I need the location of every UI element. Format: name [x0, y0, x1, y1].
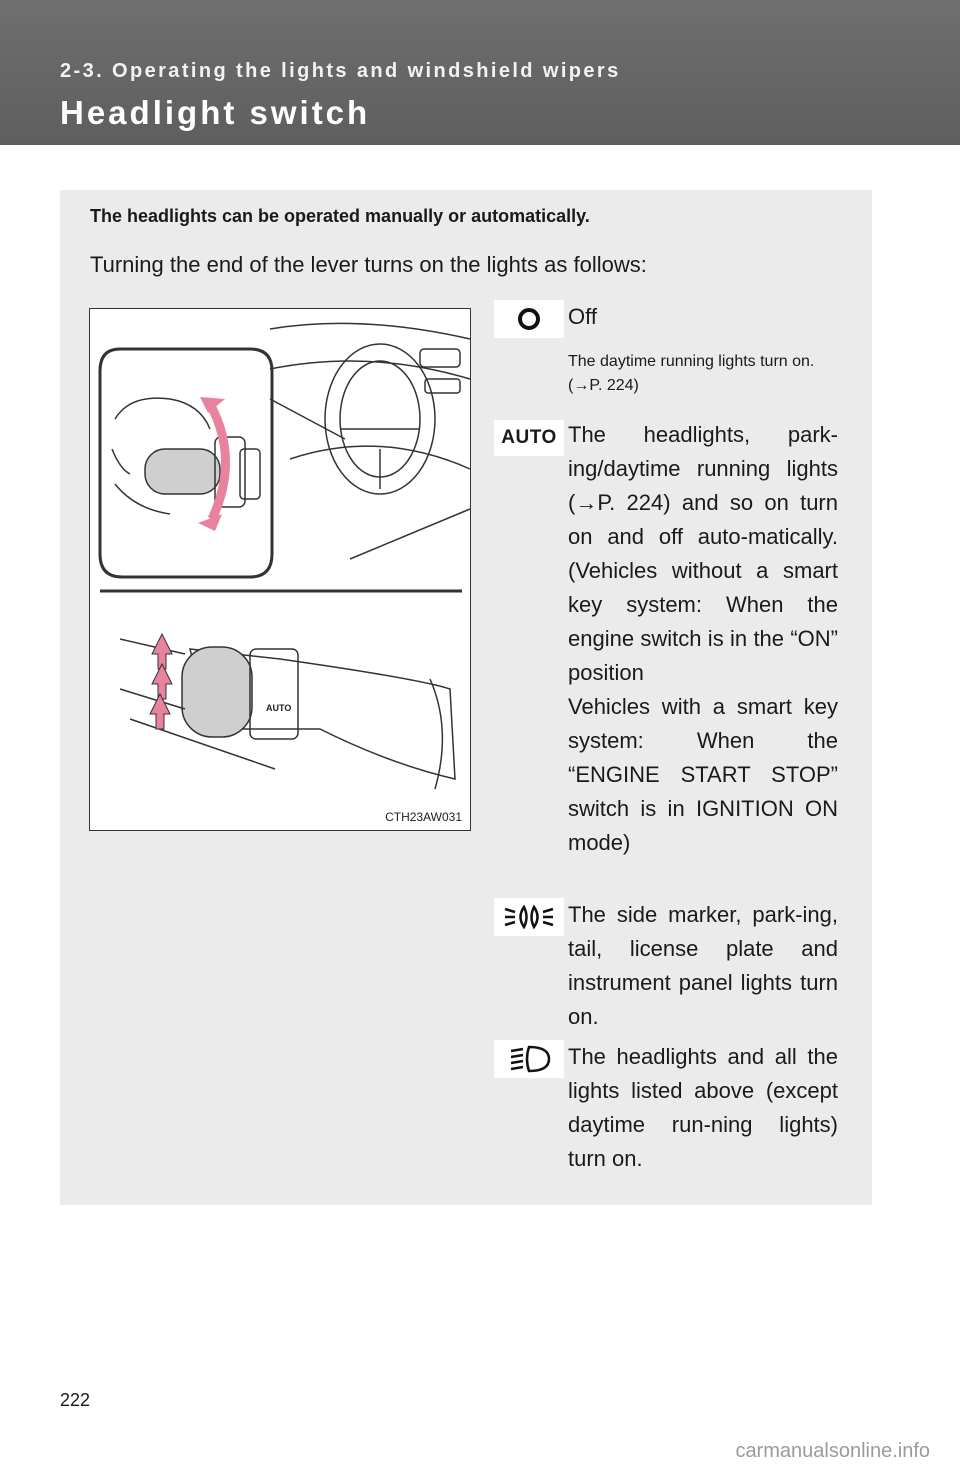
- item-off-text: Off: [568, 304, 597, 329]
- auto-icon-label: AUTO: [501, 427, 557, 448]
- intro-lead: Turning the end of the lever turns on the lights as follows:: [90, 252, 647, 277]
- lever-illustration-drawing: [90, 309, 472, 832]
- off-icon-box: [494, 300, 564, 338]
- headlight-icon: [497, 1041, 561, 1077]
- watermark: carmanualsonline.info: [735, 1440, 930, 1462]
- section-label: 2-3. Operating the lights and windshield wipers: [60, 60, 621, 82]
- parking-lights-icon: [497, 899, 561, 935]
- item-parking-text: The side marker, park-ing, tail, license plate and instrument panel lights turn on.: [568, 902, 838, 1029]
- figure-code: CTH23AW031: [385, 810, 462, 824]
- item-auto-text: The headlights, park-ing/daytime running lights (→P. 224) and so on turn on and off auto-matically. (Vehicles without a smart key system: When the engine switch is in the “ON” position Vehicles with a smart key system: When the “ENGINE START STOP” switch is in IGNITION ON mode): [568, 422, 838, 855]
- lever-auto-label: AUTO: [266, 703, 292, 713]
- item-headlight-text: The headlights and all the lights listed above (except daytime run-ning lights) turn on.: [568, 1044, 838, 1171]
- intro-bold: The headlights can be operated manually or automatically.: [90, 206, 590, 226]
- page-title: Headlight switch: [60, 94, 371, 131]
- item-off-subtext: The daytime running lights turn on. (→P. 224): [568, 353, 815, 394]
- page-number: 222: [60, 1390, 91, 1410]
- off-icon: [509, 304, 549, 334]
- header-bar: [0, 0, 960, 145]
- lever-illustration: [89, 308, 471, 831]
- parking-lights-icon-box: [494, 898, 564, 936]
- auto-icon: [494, 420, 564, 456]
- headlight-icon-box: [494, 1040, 564, 1078]
